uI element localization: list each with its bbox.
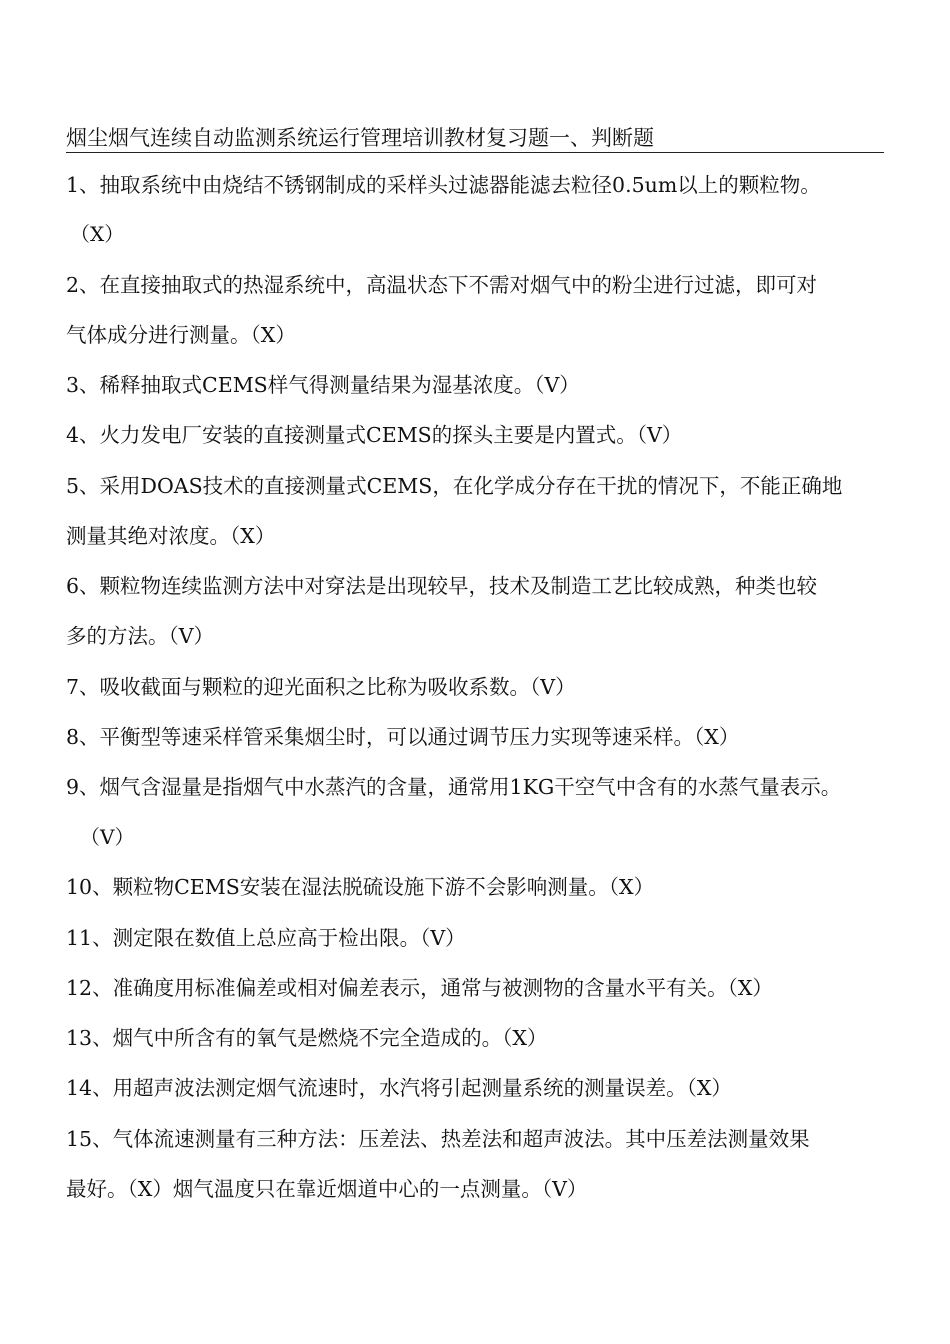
question-4: 4、火力发电厂安装的直接测量式CEMS的探头主要是内置式。（V）: [66, 423, 683, 447]
question-8: 8、平衡型等速采样管采集烟尘时，可以通过调节压力实现等速采样。（X）: [66, 725, 740, 749]
document-title: 烟尘烟气连续自动监测系统运行管理培训教材复习题一、判断题: [66, 124, 884, 153]
question-13: 13、烟气中所含有的氧气是燃烧不完全造成的。（X）: [66, 1026, 548, 1050]
question-15: 15、气体流速测量有三种方法：压差法、热差法和超声波法。其中压差法测量效果: [66, 1127, 810, 1151]
answer-9: （V）: [80, 825, 135, 849]
question-12: 12、准确度用标准偏差或相对偏差表示，通常与被测物的含量水平有关。（X）: [66, 976, 773, 1000]
question-7: 7、吸收截面与颗粒的迎光面积之比称为吸收系数。（V）: [66, 675, 576, 699]
question-10: 10、颗粒物CEMS安装在湿法脱硫设施下游不会影响测量。（X）: [66, 875, 655, 899]
question-2-cont: 气体成分进行测量。（X）: [66, 323, 296, 347]
question-3: 3、稀释抽取式CEMS样气得测量结果为湿基浓度。（V）: [66, 373, 580, 397]
answer-1: （X）: [70, 222, 125, 246]
question-5-cont: 测量其绝对浓度。（X）: [66, 524, 276, 548]
question-1: 1、抽取系统中由烧结不锈钢制成的采样头过滤器能滤去粒径0.5um以上的颗粒物。: [66, 173, 821, 197]
question-14: 14、用超声波法测定烟气流速时，水汽将引起测量系统的测量误差。（X）: [66, 1076, 732, 1100]
question-6: 6、颗粒物连续监测方法中对穿法是出现较早，技术及制造工艺比较成熟，种类也较: [66, 574, 818, 598]
question-15-cont: 最好。（X）烟气温度只在靠近烟道中心的一点测量。（V）: [66, 1177, 588, 1201]
question-6-cont: 多的方法。（V）: [66, 624, 215, 648]
question-9: 9、烟气含湿量是指烟气中水蒸汽的含量，通常用1KG干空气中含有的水蒸气量表示。: [66, 775, 842, 799]
question-2: 2、在直接抽取式的热湿系统中，高温状态下不需对烟气中的粉尘进行过滤，即可对: [66, 273, 818, 297]
question-11: 11、测定限在数值上总应高于检出限。（V）: [66, 926, 466, 950]
question-5: 5、采用DOAS技术的直接测量式CEMS，在化学成分存在干扰的情况下，不能正确地: [66, 474, 843, 498]
